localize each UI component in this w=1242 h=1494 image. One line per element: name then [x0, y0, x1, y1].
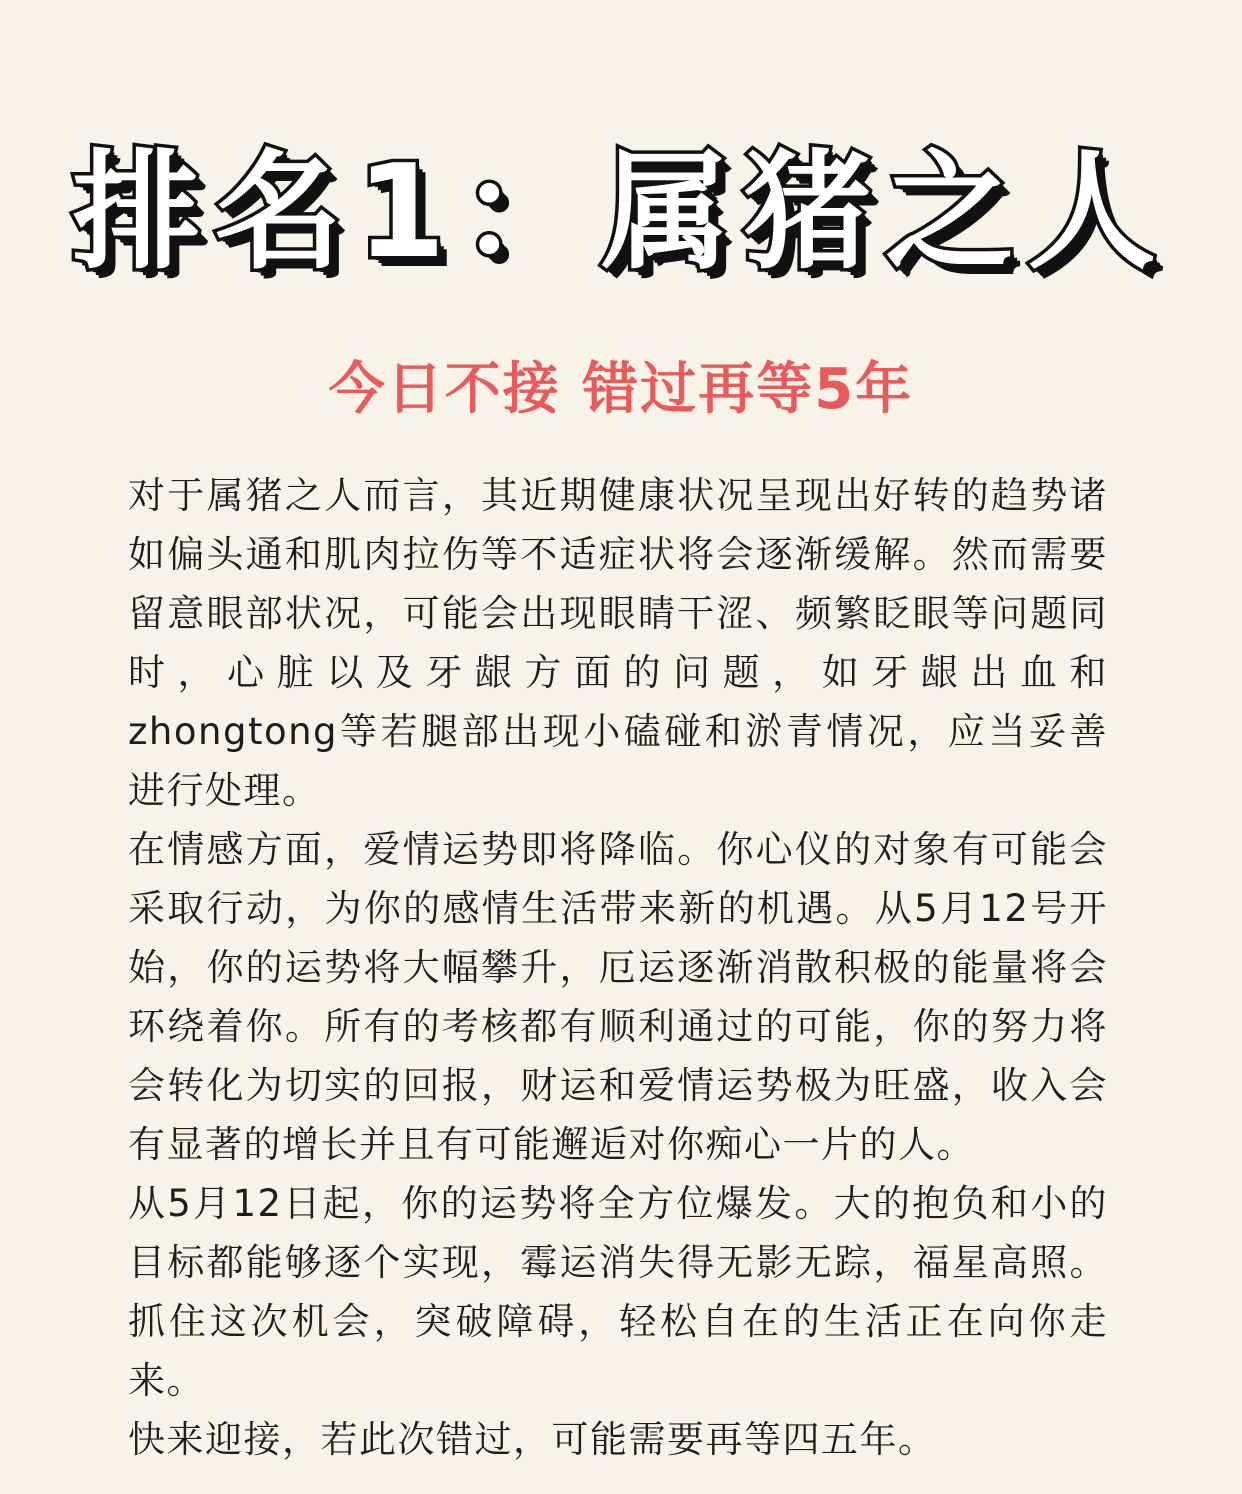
page-title: 排名1：属猪之人: [72, 138, 1170, 287]
article-body: [128, 466, 1108, 1469]
subtitle: 今日不接 错过再等5年: [328, 357, 914, 422]
paragraph-closing: 快来迎接，若此次错过，可能需要再等四五年。: [128, 1418, 937, 1461]
paragraph-fortune: 从5月12日起，你的运势将全方位爆发。大的抱负和小的目标都能够逐个实现，霉运消失得无影无踪，福星高照。抓住这次机会，突破障碍，轻松自在的生活正在向你走来。: [128, 1182, 1108, 1402]
paragraph-health: 对于属猪之人而言，其近期健康状况呈现出好转的趋势诸如偏头通和肌肉拉伤等不适症状将会逐渐缓解。然而需要留意眼部状况，可能会出现眼睛干涩、频繁眨眼等问题同时，心脏以及牙龈方面的问题，如牙龈出血和zhongtong等若腿部出现小磕碰和淤青情况，应当妥善进行处理。: [128, 474, 1108, 812]
paragraph-love: 在情感方面，爱情运势即将降临。你心仪的对象有可能会采取行动，为你的感情生活带来新的机遇。从5月12号开始，你的运势将大幅攀升，厄运逐渐消散积极的能量将会环绕着你。所有的考核都有顺利通过的可能，你的努力将会转化为切实的回报，财运和爱情运势极为旺盛，收入会有显著的增长并且有可能邂逅对你痴心一片的人。: [128, 828, 1108, 1166]
